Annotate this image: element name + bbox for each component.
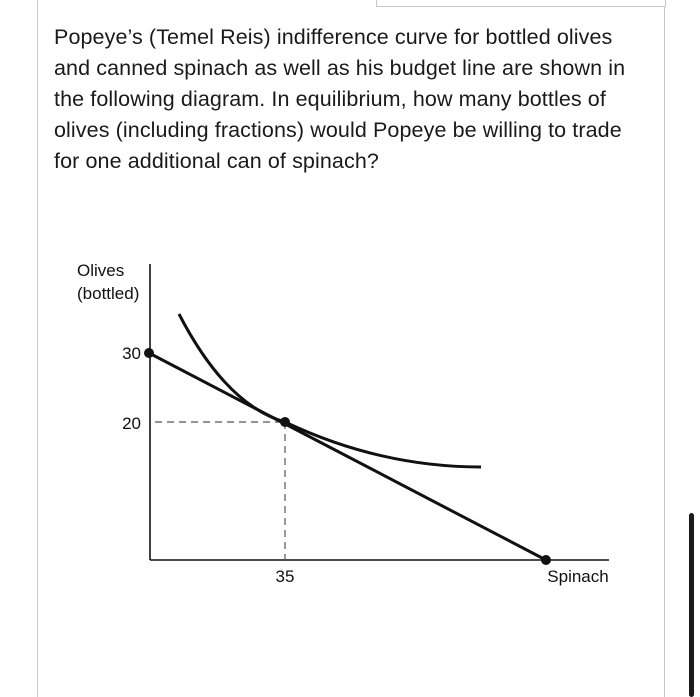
y-axis-label-line1: Olives bbox=[77, 261, 125, 280]
x-axis-label: Spinach bbox=[547, 567, 609, 586]
question-text: Popeye’s (Temel Reis) indifference curve for bottled olives and canned spinach as well as his budget line are shown in the following diagram. In equilibrium, how many bottles of olives (including fractions) would Popeye be willing to trade for one additional can of spinach? bbox=[54, 25, 626, 173]
x-tick-label-35: 35 bbox=[275, 567, 295, 586]
y-tick-label-30: 30 bbox=[122, 344, 141, 363]
equilibrium-point bbox=[280, 417, 290, 427]
budget-intercept-spinach-point bbox=[541, 555, 551, 565]
budget-intercept-olives-point bbox=[144, 348, 154, 358]
indifference-curve bbox=[179, 314, 481, 467]
scrollbar-thumb[interactable] bbox=[689, 513, 694, 697]
y-axis-label-line2: (bottled) bbox=[77, 284, 140, 303]
budget-line bbox=[149, 353, 546, 560]
y-tick-label-20: 20 bbox=[122, 414, 141, 433]
